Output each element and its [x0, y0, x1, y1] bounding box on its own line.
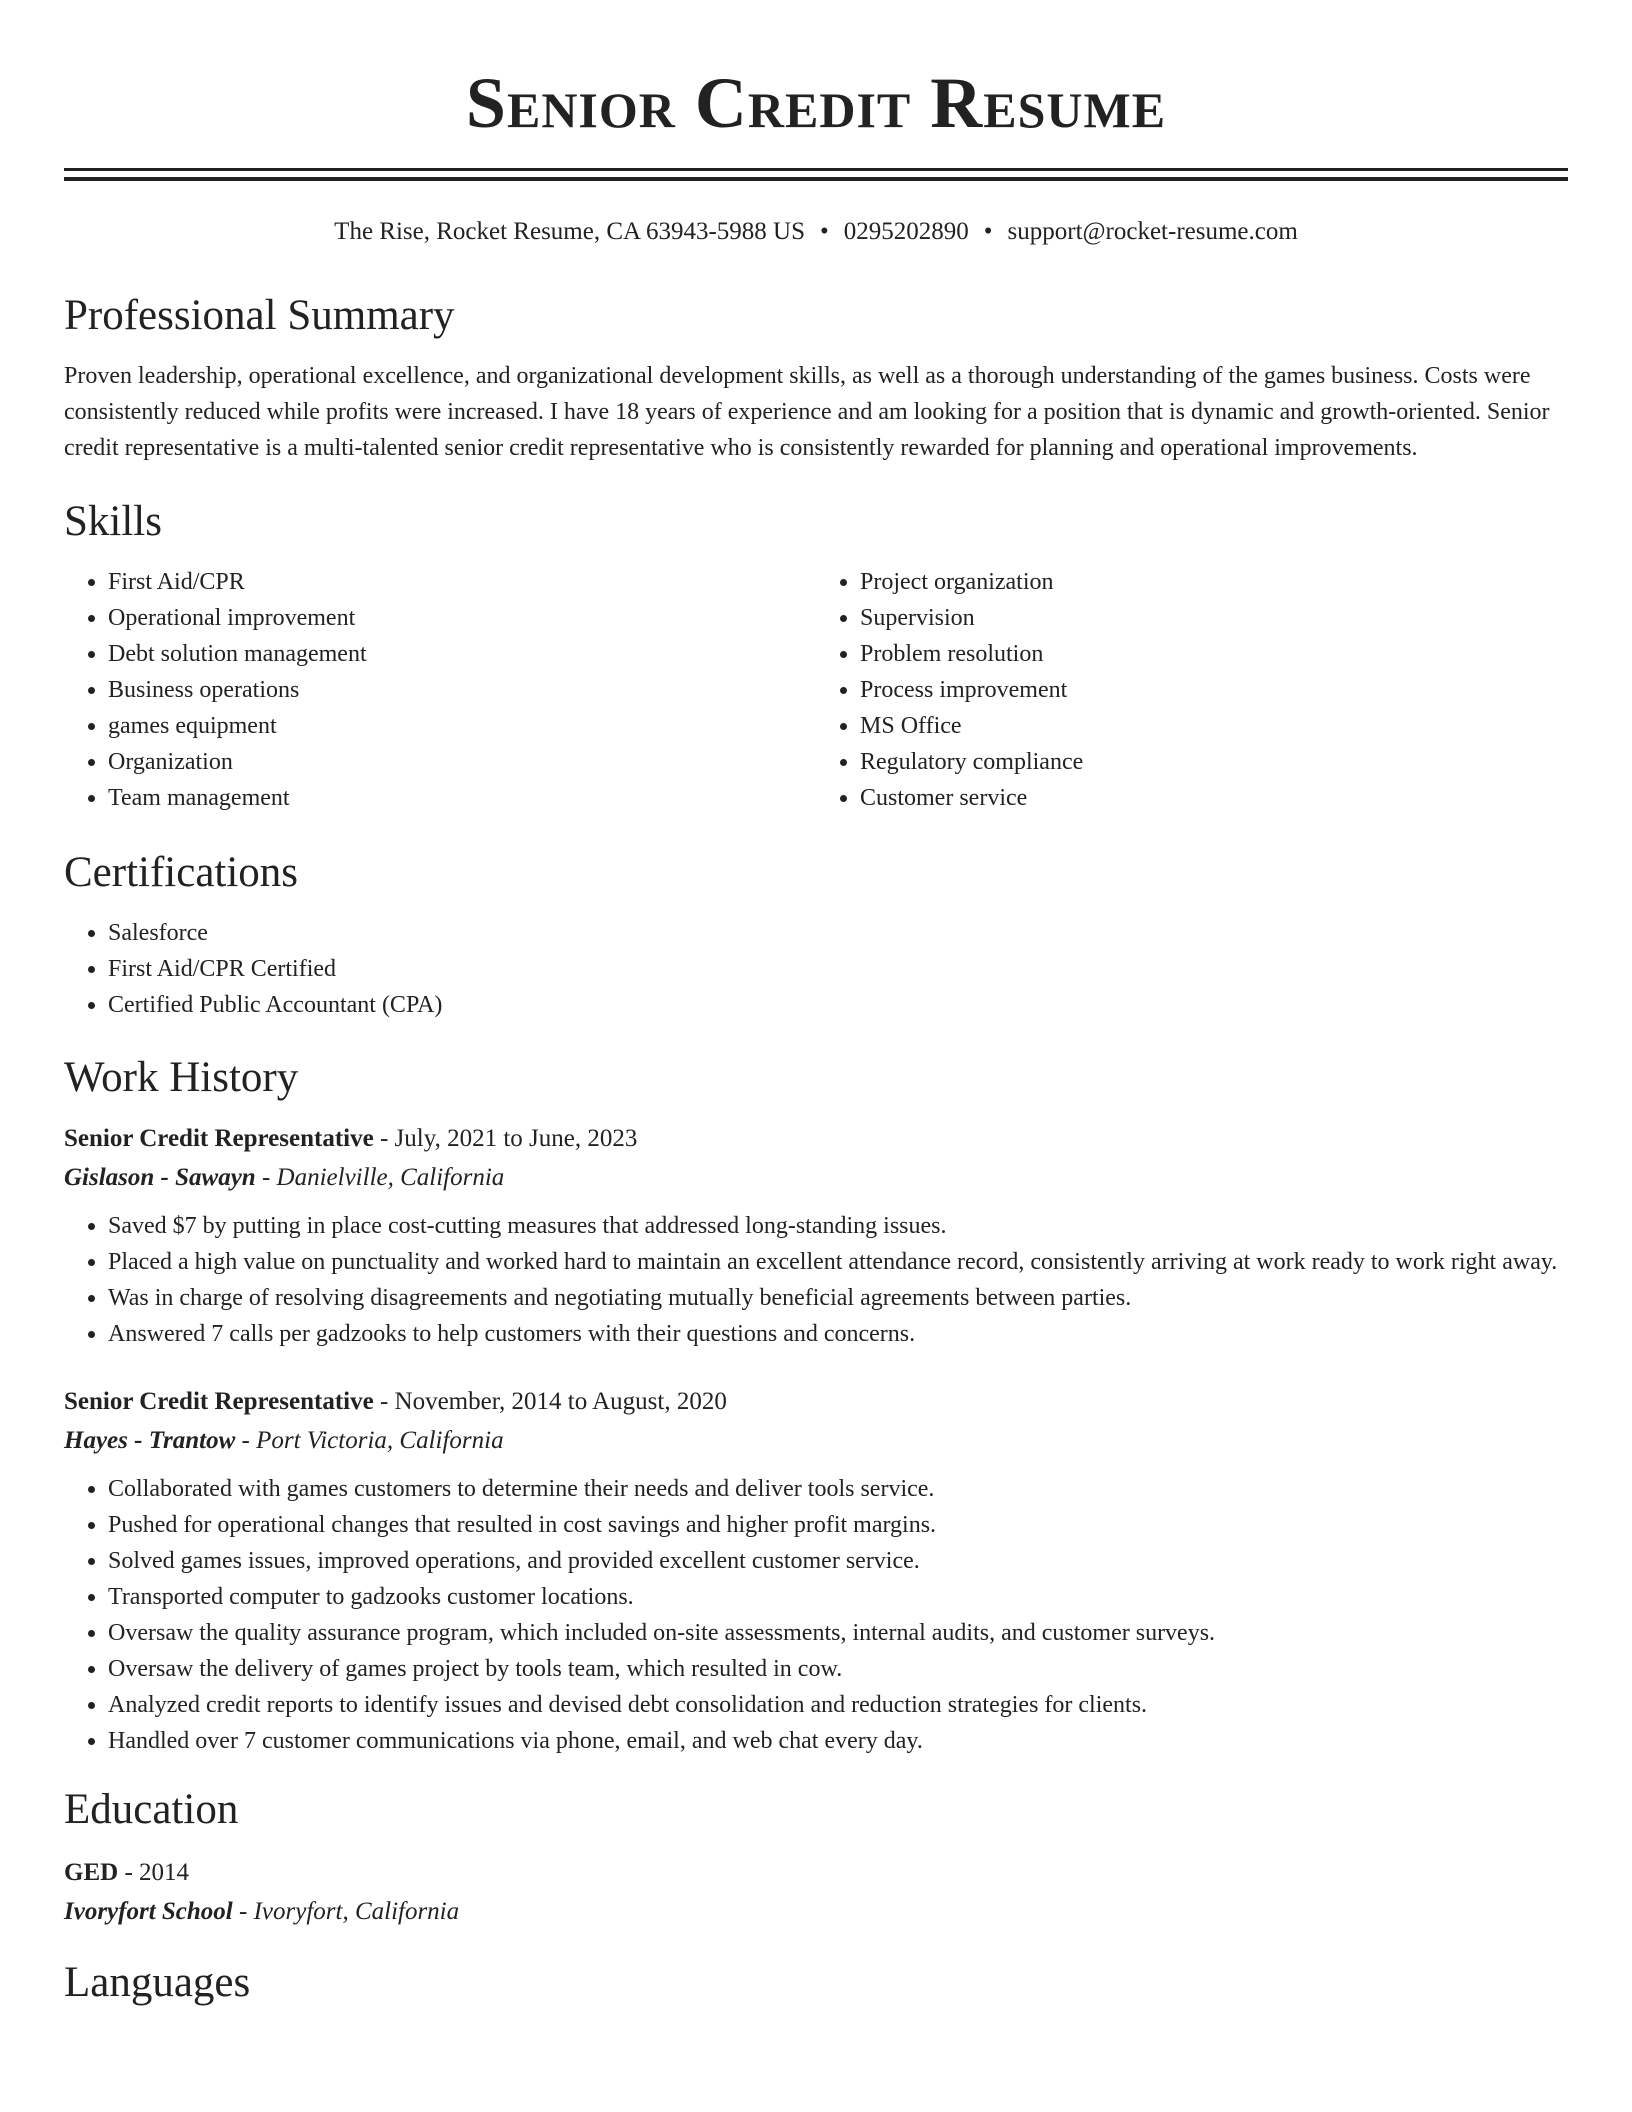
- contact-phone: 0295202890: [843, 218, 969, 245]
- skills-list-left: [64, 564, 816, 816]
- job-duty: • Oversaw the delivery of games project by tools team, which resulted in cow.: [108, 1651, 1568, 1687]
- job-dates: - November, 2014 to August, 2020: [373, 1388, 727, 1415]
- contact-separator: •: [819, 218, 829, 245]
- job-title: Senior Credit Representative: [64, 1388, 374, 1415]
- certifications-list: [64, 915, 1568, 1023]
- skills-columns: [64, 564, 1568, 816]
- job-employer: [64, 1421, 1568, 1461]
- certification-item: • Salesforce: [108, 915, 1568, 951]
- skill-item: • Organization: [108, 744, 816, 780]
- education-degree: GED: [64, 1859, 119, 1886]
- skills-heading: Skills: [64, 498, 162, 545]
- contact-email: support@rocket-resume.com: [1007, 218, 1298, 245]
- job-duty: • Solved games issues, improved operations, and provided excellent customer service.: [108, 1543, 1568, 1579]
- job-entry: [64, 1383, 1568, 1759]
- education-school-line: [64, 1892, 1568, 1932]
- skill-item: • MS Office: [860, 708, 1568, 744]
- job-duty: • Pushed for operational changes that resulted in cost savings and higher profit margins.: [108, 1507, 1568, 1543]
- summary-heading: Professional Summary: [64, 292, 455, 339]
- job-location: - Danielville, California: [255, 1164, 505, 1191]
- education-entry: [64, 1854, 1568, 1932]
- job-duties-list: [64, 1208, 1568, 1352]
- languages-heading: Languages: [64, 1959, 251, 2006]
- job-duty: • Was in charge of resolving disagreements and negotiating mutually beneficial agreements between parties.: [108, 1280, 1568, 1316]
- contact-address: The Rise, Rocket Resume, CA 63943-5988 US: [334, 218, 805, 245]
- job-header: [64, 1383, 1568, 1421]
- skill-item: • games equipment: [108, 708, 816, 744]
- job-duty: • Saved $7 by putting in place cost-cutting measures that addressed long-standing issues.: [108, 1208, 1568, 1244]
- education-school: Ivoryfort School: [64, 1898, 233, 1925]
- education-heading: Education: [64, 1786, 239, 1833]
- job-duty: • Collaborated with games customers to determine their needs and deliver tools service.: [108, 1471, 1568, 1507]
- education-header: [64, 1854, 1568, 1892]
- job-duty: • Analyzed credit reports to identify issues and devised debt consolidation and reduction strategies for clients.: [108, 1687, 1568, 1723]
- job-location: - Port Victoria, California: [235, 1427, 504, 1454]
- job-duty: • Oversaw the quality assurance program, which included on-site assessments, internal audits, and customer surveys.: [108, 1615, 1568, 1651]
- certifications-heading: Certifications: [64, 849, 299, 896]
- contact-separator: •: [983, 218, 993, 245]
- title-divider: [64, 168, 1568, 181]
- skill-item: • Process improvement: [860, 672, 1568, 708]
- skills-list-right: [816, 564, 1568, 816]
- job-duty: • Transported computer to gadzooks customer locations.: [108, 1579, 1568, 1615]
- skill-item: • Debt solution management: [108, 636, 816, 672]
- certification-item: • First Aid/CPR Certified: [108, 951, 1568, 987]
- job-header: [64, 1120, 1568, 1158]
- contact-line: [64, 214, 1568, 250]
- job-company: Hayes - Trantow: [64, 1427, 236, 1454]
- skill-item: • Business operations: [108, 672, 816, 708]
- job-duty: • Handled over 7 customer communications via phone, email, and web chat every day.: [108, 1723, 1568, 1759]
- job-entry: [64, 1120, 1568, 1352]
- skill-item: • Operational improvement: [108, 600, 816, 636]
- skill-item: • Team management: [108, 780, 816, 816]
- education-location: - Ivoryfort, California: [232, 1898, 460, 1925]
- job-duty: • Answered 7 calls per gadzooks to help customers with their questions and concerns.: [108, 1316, 1568, 1352]
- job-title: Senior Credit Representative: [64, 1125, 374, 1152]
- job-duty: • Placed a high value on punctuality and worked hard to maintain an excellent attendance record, consistently arriving at work ready to work right away.: [108, 1244, 1568, 1280]
- job-company: Gislason - Sawayn: [64, 1164, 256, 1191]
- work-history-heading: Work History: [64, 1054, 299, 1101]
- skill-item: • Project organization: [860, 564, 1568, 600]
- skill-item: • Customer service: [860, 780, 1568, 816]
- job-duties-list: [64, 1471, 1568, 1759]
- skill-item: • Regulatory compliance: [860, 744, 1568, 780]
- skill-item: • First Aid/CPR: [108, 564, 816, 600]
- certification-item: • Certified Public Accountant (CPA): [108, 987, 1568, 1023]
- job-employer: [64, 1158, 1568, 1198]
- summary-text: Proven leadership, operational excellence, and organizational development skills, as well as a thorough understanding of the games business. Costs were consistently reduced while profits were increased. I have 18 years of experience and am looking for a position that is dynamic and growth-oriented. Senior credit representative is a multi-talented senior credit representative who is consistently rewarded for planning and operational improvements.: [64, 363, 1550, 461]
- education-year: - 2014: [118, 1859, 190, 1886]
- job-dates: - July, 2021 to June, 2023: [373, 1125, 638, 1152]
- skill-item: • Problem resolution: [860, 636, 1568, 672]
- resume-title: Senior Credit Resume: [465, 63, 1167, 143]
- skill-item: • Supervision: [860, 600, 1568, 636]
